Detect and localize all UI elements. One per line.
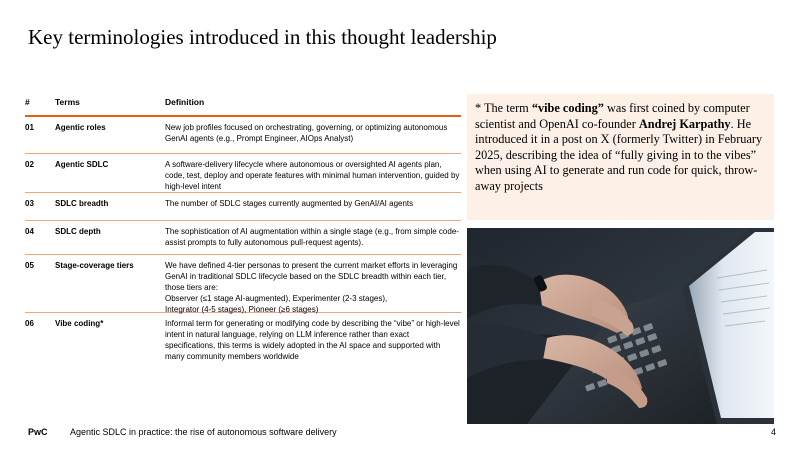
table-row [25,221,461,254]
row-term: Agentic SDLC [55,160,109,169]
definition-line: We have defined 4-tier personas to present the current market efforts in leveraging GenAI in traditional SDLC lifecycle based on the SDLC breadth within each tier, those tiers are: [165,261,458,292]
row-number: 03 [25,199,34,208]
note-middle: was first coined by computer scientist and OpenAI co-founder [475,101,750,131]
table-header-row [25,94,461,115]
row-number: 01 [25,123,34,132]
note-person: Andrej Karpathy [638,116,731,131]
row-term: SDLC depth [55,227,101,236]
row-number: 04 [25,227,34,236]
row-definition: Informal term for generating or modifying code by describing the “vibe” or high-level intent in natural language, relying on LLM inference rather than exact specifications, this terms is widely adopted in the AI space and supported with many community members worldwide [165,319,460,361]
slide-title: Key terminologies introduced in this thought leadership [28,25,497,49]
note-term: “vibe coding” [531,101,604,115]
table-row [25,193,461,220]
row-definition: New job profiles focused on orchestrating, governing, or optimizing autonomous GenAI agents (e.g., Prompt Engineer, AIOps Analyst) [165,123,448,143]
table-row [25,255,461,312]
row-number: 05 [25,261,34,270]
row-definition: The sophistication of AI augmentation within a single stage (e.g., from simple code-assist prompts to fully autonomous pull-request agents). [165,227,459,247]
row-definition: The number of SDLC stages currently augmented by GenAI/AI agents [165,199,414,208]
row-definition: A software-delivery lifecycle where autonomous or oversighted AI agents plan, code, test, deploy and operate features with minimal human intervention, guided by high-level intent [165,160,460,191]
page-number: 4 [770,427,776,437]
laptop-typing-photo [467,228,774,424]
table-row [25,313,461,365]
row-definition [165,260,461,312]
row-number: 06 [25,319,34,328]
row-term: Vibe coding* [55,319,104,328]
row-number: 02 [25,160,34,169]
row-term: Agentic roles [55,123,106,132]
row-term: SDLC breadth [55,199,109,208]
footer-brand: PwC [28,427,48,437]
note-suffix: . He introduced it in a post on X (formerly Twitter) in February 2025, describing the idea of “fully giving in to the vibes” when using AI to generate and run code for quick, throw-away projects [475,116,763,193]
definition-line: Observer (≤1 stage AI-augmented), Experimenter (2-3 stages), [165,294,388,303]
table-row [25,117,461,153]
terms-table [25,94,461,365]
table-row [25,154,461,192]
definition-line: Integrator (4-5 stages), Pioneer (≥6 stages) [165,305,319,314]
footer-title: Agentic SDLC in practice: the rise of autonomous software delivery [70,427,337,437]
header-num: # [25,97,30,107]
row-term: Stage-coverage tiers [55,261,134,270]
vibe-coding-note [467,94,774,220]
note-prefix: * The term [475,101,532,115]
header-definition: Definition [165,97,205,107]
header-terms: Terms [55,97,80,107]
